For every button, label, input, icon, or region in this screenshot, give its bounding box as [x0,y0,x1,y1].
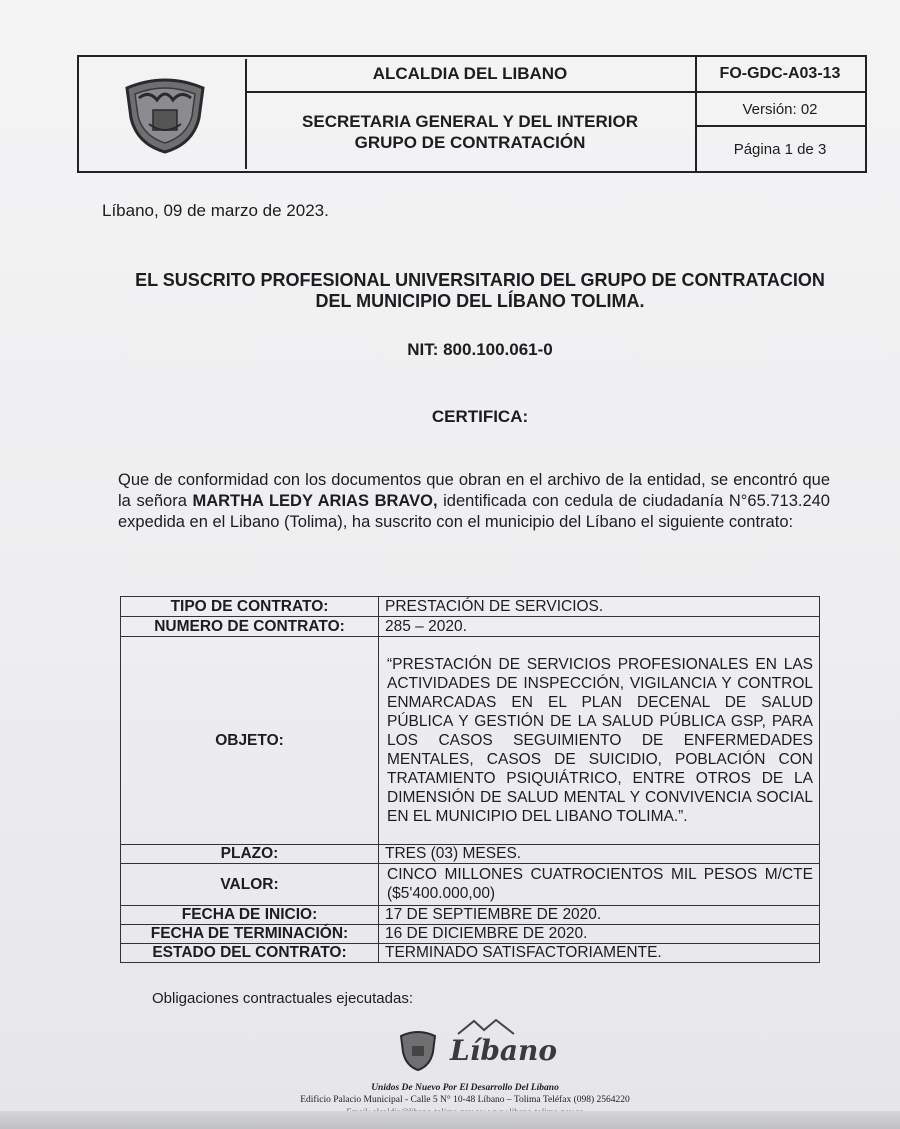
table-row [121,597,820,617]
monitor-bezel [0,1111,900,1129]
estado-value: TERMINADO SATISFACTORIAMENTE. [379,944,820,963]
footer-motto: Unidos De Nuevo Por El Desarrollo Del Líbano [371,1083,559,1093]
header-logo-cell [85,59,247,169]
valor-value: CINCO MILLONES CUATROCIENTOS MIL PESOS M/CTE ($5'400.000,00) [379,864,820,906]
paragraph-part-2: identificada con cedula de ciudadanía N°65.713.240 expedida en el Libano (Tolima), ha suscrito con el municipio del Líbano el siguiente contrato: [118,492,830,531]
document-code: FO-GDC-A03-13 [695,57,865,93]
department-name [245,93,695,171]
plazo-value: TRES (03) MESES. [379,845,820,864]
header-title-cell [245,57,697,171]
table-row [121,617,820,637]
objeto-value: “PRESTACIÓN DE SERVICIOS PROFESIONALES EN LAS ACTIVIDADES DE INSPECCIÓN, VIGILANCIA Y CONTROL ENMARCADAS EN EL PLAN DECENAL DE SALUD PÚBLICA Y GESTIÓN DE LA SALUD PÚBLICA GSP, PARA LOS CASOS SEGUIMIENTO DE ENFERMEDADES MENTALES, CASOS DE SUICIDIO, POBLACIÓN CON TRATAMIENTO PSIQUIÁTRICO, ENTRE OTROS DE LA DIMENSIÓN DE SALUD MENTAL Y CONVIVENCIA SOCIAL EN EL MUNICIPIO DEL LIBANO TOLIMA.”. [379,637,820,845]
numero-value: 285 – 2020. [379,617,820,637]
department-line-1: SECRETARIA GENERAL Y DEL INTERIOR [302,112,638,131]
title-line-2: DEL MUNICIPIO DEL LÍBANO TOLIMA. [315,291,645,311]
certifica-heading: CERTIFICA: [431,407,529,426]
date-line: Líbano, 09 de marzo de 2023. [102,201,329,220]
certification-paragraph [118,470,830,533]
document-title [100,270,860,312]
footer-logo-text: Líbano [450,1034,558,1067]
person-name: MARTHA LEDY ARIAS BRAVO, [192,492,438,510]
numero-label: NUMERO DE CONTRATO: [121,617,379,637]
terminacion-value: 16 DE DICIEMBRE DE 2020. [379,925,820,944]
header-meta-cell [695,57,865,171]
table-row [121,845,820,864]
department-line-2: GRUPO DE CONTRATACIÓN [354,133,586,152]
estado-label: ESTADO DEL CONTRATO: [121,944,379,963]
title-line-1: EL SUSCRITO PROFESIONAL UNIVERSITARIO DEL GRUPO DE CONTRATACION [135,270,825,290]
table-row [121,864,820,906]
document-version: Versión: 02 [695,93,865,127]
table-row [121,925,820,944]
municipal-shield-icon [398,1028,438,1072]
objeto-label: OBJETO: [121,637,379,845]
document-header-table [77,55,867,173]
tipo-label: TIPO DE CONTRATO: [121,597,379,617]
paragraph-part-1: Que de conformidad con los documentos que obran en el archivo de la entidad, se encontró que la señora [118,471,830,510]
nit-line: NIT: 800.100.061-0 [407,340,553,359]
contract-table [120,596,820,963]
inicio-value: 17 DE SEPTIEMBRE DE 2020. [379,906,820,925]
tipo-value: PRESTACIÓN DE SERVICIOS. [379,597,820,617]
table-row [121,906,820,925]
footer-logos [398,1018,558,1078]
table-row [121,944,820,963]
municipal-shield-icon [119,74,211,154]
terminacion-label: FECHA DE TERMINACIÓN: [121,925,379,944]
plazo-label: PLAZO: [121,845,379,864]
page-number: Página 1 de 3 [733,140,827,158]
obligations-heading: Obligaciones contractuales ejecutadas: [152,990,413,1007]
footer-address: Edificio Palacio Municipal - Calle 5 N° 10-48 Líbano – Tolima Teléfax (098) 2564220 [300,1095,630,1105]
institution-name: ALCALDIA DEL LIBANO [245,57,695,93]
inicio-label: FECHA DE INICIO: [121,906,379,925]
valor-label: VALOR: [121,864,379,906]
table-row [121,637,820,845]
